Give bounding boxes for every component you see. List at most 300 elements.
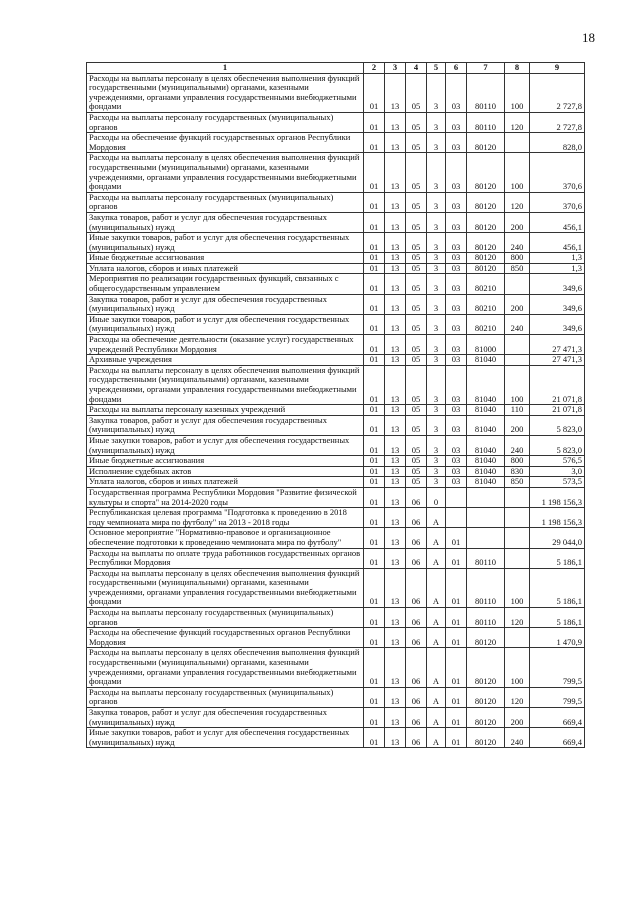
expense-name-cell: Иные бюджетные ассигнования <box>87 253 364 264</box>
section-code-cell: 01 <box>364 274 385 294</box>
event-code-cell: 01 <box>446 708 467 728</box>
event-code-cell: 03 <box>446 73 467 112</box>
event-code-cell: 03 <box>446 263 467 274</box>
program-code-cell: 05 <box>406 466 427 477</box>
expense-name-cell: Расходы на обеспечение функций государственных органов Республики Мордовия <box>87 133 364 153</box>
direction-code-cell: 81040 <box>467 405 505 416</box>
table-row <box>87 153 585 192</box>
event-code-cell: 03 <box>446 133 467 153</box>
direction-code-cell: 80210 <box>467 294 505 314</box>
table-row <box>87 355 585 366</box>
table-row <box>87 263 585 274</box>
subprogram-code-cell: 3 <box>427 192 446 212</box>
expense-name-cell: Основное мероприятие "Нормативно-правовое и организационное обеспечение подготовки к проведению чемпионата мира по футболу" <box>87 528 364 548</box>
section-code-cell: 01 <box>364 355 385 366</box>
expense-name-cell: Иные закупки товаров, работ и услуг для обеспечения государственных (муниципальных) нужд <box>87 314 364 334</box>
subprogram-code-cell: 3 <box>427 294 446 314</box>
subprogram-code-cell: 3 <box>427 405 446 416</box>
expense-type-cell: 100 <box>505 365 530 404</box>
subprogram-code-cell: А <box>427 708 446 728</box>
amount-cell: 349,6 <box>530 314 585 334</box>
expense-type-cell: 850 <box>505 263 530 274</box>
column-header: 3 <box>385 63 406 74</box>
direction-code-cell: 81040 <box>467 435 505 455</box>
amount-cell: 27 471,3 <box>530 335 585 355</box>
expense-name-cell: Закупка товаров, работ и услуг для обеспечения государственных (муниципальных) нужд <box>87 415 364 435</box>
amount-cell: 349,6 <box>530 274 585 294</box>
direction-code-cell: 80120 <box>467 263 505 274</box>
expense-name-cell: Расходы на выплаты персоналу в целях обеспечения выполнения функций государственными (муниципальными) органами, казенными учреждениями, органами управления государственными внебюджетными фондами <box>87 73 364 112</box>
subsection-code-cell: 13 <box>385 192 406 212</box>
program-code-cell: 05 <box>406 233 427 253</box>
table-row <box>87 112 585 132</box>
program-code-cell: 06 <box>406 548 427 568</box>
table-row <box>87 294 585 314</box>
section-code-cell: 01 <box>364 608 385 628</box>
subsection-code-cell: 13 <box>385 355 406 366</box>
program-code-cell: 06 <box>406 648 427 687</box>
expense-name-cell: Уплата налогов, сборов и иных платежей <box>87 263 364 274</box>
column-header: 4 <box>406 63 427 74</box>
expense-name-cell: Расходы на выплаты персоналу государственных (муниципальных) органов <box>87 112 364 132</box>
expense-type-cell <box>505 548 530 568</box>
table-row <box>87 477 585 488</box>
section-code-cell: 01 <box>364 314 385 334</box>
expense-name-cell: Уплата налогов, сборов и иных платежей <box>87 477 364 488</box>
direction-code-cell: 81040 <box>467 466 505 477</box>
event-code-cell: 01 <box>446 728 467 748</box>
expense-type-cell <box>505 508 530 528</box>
subprogram-code-cell: 3 <box>427 263 446 274</box>
expense-type-cell <box>505 487 530 507</box>
table-row <box>87 365 585 404</box>
section-code-cell: 01 <box>364 456 385 467</box>
subsection-code-cell: 13 <box>385 73 406 112</box>
direction-code-cell: 80110 <box>467 608 505 628</box>
direction-code-cell: 80120 <box>467 687 505 707</box>
expense-type-cell: 120 <box>505 192 530 212</box>
program-code-cell: 05 <box>406 133 427 153</box>
amount-cell: 1,3 <box>530 263 585 274</box>
amount-cell: 799,5 <box>530 648 585 687</box>
program-code-cell: 05 <box>406 192 427 212</box>
subprogram-code-cell: А <box>427 628 446 648</box>
subsection-code-cell: 13 <box>385 405 406 416</box>
program-code-cell: 05 <box>406 456 427 467</box>
event-code-cell: 03 <box>446 192 467 212</box>
expense-name-cell: Расходы на выплаты по оплате труда работников государственных органов Республики Мордовия <box>87 548 364 568</box>
section-code-cell: 01 <box>364 477 385 488</box>
subprogram-code-cell: А <box>427 687 446 707</box>
section-code-cell: 01 <box>364 335 385 355</box>
expense-type-cell: 850 <box>505 477 530 488</box>
expense-type-cell: 100 <box>505 648 530 687</box>
table-row <box>87 456 585 467</box>
direction-code-cell: 80110 <box>467 112 505 132</box>
expense-type-cell <box>505 133 530 153</box>
event-code-cell: 03 <box>446 355 467 366</box>
table-row <box>87 73 585 112</box>
direction-code-cell <box>467 528 505 548</box>
program-code-cell: 05 <box>406 212 427 232</box>
subsection-code-cell: 13 <box>385 314 406 334</box>
expense-name-cell: Расходы на обеспечение функций государственных органов Республики Мордовия <box>87 628 364 648</box>
subprogram-code-cell: 3 <box>427 133 446 153</box>
subsection-code-cell: 13 <box>385 477 406 488</box>
subsection-code-cell: 13 <box>385 466 406 477</box>
program-code-cell: 06 <box>406 487 427 507</box>
expense-name-cell: Республиканская целевая программа "Подготовка к проведению в 2018 году чемпионата мира по футболу" на 2013 - 2018 годы <box>87 508 364 528</box>
expense-name-cell: Архивные учреждения <box>87 355 364 366</box>
subsection-code-cell: 13 <box>385 456 406 467</box>
subprogram-code-cell: 3 <box>427 253 446 264</box>
direction-code-cell: 81040 <box>467 365 505 404</box>
amount-cell: 1 198 156,3 <box>530 508 585 528</box>
event-code-cell: 01 <box>446 548 467 568</box>
subprogram-code-cell: 3 <box>427 415 446 435</box>
direction-code-cell <box>467 508 505 528</box>
subsection-code-cell: 13 <box>385 508 406 528</box>
amount-cell: 21 071,8 <box>530 365 585 404</box>
expense-type-cell: 110 <box>505 405 530 416</box>
expense-name-cell: Расходы на выплаты персоналу в целях обеспечения выполнения функций государственными (муниципальными) органами, казенными учреждениями, органами управления государственными внебюджетными фондами <box>87 365 364 404</box>
amount-cell: 27 471,3 <box>530 355 585 366</box>
event-code-cell: 01 <box>446 608 467 628</box>
subsection-code-cell: 13 <box>385 212 406 232</box>
column-header: 2 <box>364 63 385 74</box>
event-code-cell: 03 <box>446 466 467 477</box>
event-code-cell: 01 <box>446 648 467 687</box>
column-header: 1 <box>87 63 364 74</box>
section-code-cell: 01 <box>364 233 385 253</box>
column-header: 9 <box>530 63 585 74</box>
page-number: 18 <box>582 30 595 45</box>
subprogram-code-cell: А <box>427 548 446 568</box>
table-row <box>87 212 585 232</box>
program-code-cell: 05 <box>406 355 427 366</box>
section-code-cell: 01 <box>364 405 385 416</box>
subsection-code-cell: 13 <box>385 608 406 628</box>
expense-type-cell: 100 <box>505 73 530 112</box>
section-code-cell: 01 <box>364 648 385 687</box>
amount-cell: 5 823,0 <box>530 435 585 455</box>
program-code-cell: 05 <box>406 415 427 435</box>
expense-name-cell: Иные закупки товаров, работ и услуг для обеспечения государственных (муниципальных) нужд <box>87 728 364 748</box>
subsection-code-cell: 13 <box>385 415 406 435</box>
expense-type-cell: 800 <box>505 253 530 264</box>
program-code-cell: 06 <box>406 568 427 607</box>
program-code-cell: 06 <box>406 528 427 548</box>
column-header: 8 <box>505 63 530 74</box>
section-code-cell: 01 <box>364 728 385 748</box>
amount-cell: 1 470,9 <box>530 628 585 648</box>
amount-cell: 799,5 <box>530 687 585 707</box>
event-code-cell: 03 <box>446 153 467 192</box>
event-code-cell: 03 <box>446 294 467 314</box>
event-code-cell: 03 <box>446 456 467 467</box>
table-row <box>87 133 585 153</box>
direction-code-cell: 80120 <box>467 153 505 192</box>
program-code-cell: 06 <box>406 728 427 748</box>
subsection-code-cell: 13 <box>385 528 406 548</box>
program-code-cell: 05 <box>406 435 427 455</box>
subprogram-code-cell: А <box>427 728 446 748</box>
amount-cell: 1,3 <box>530 253 585 264</box>
table-row <box>87 708 585 728</box>
subprogram-code-cell: 3 <box>427 112 446 132</box>
expense-name-cell: Государственная программа Республики Мордовия "Развитие физической культуры и спорта" на 2014-2020 годы <box>87 487 364 507</box>
expense-name-cell: Расходы на выплаты персоналу в целях обеспечения выполнения функций государственными (муниципальными) органами, казенными учреждениями, органами управления государственными внебюджетными фондами <box>87 153 364 192</box>
section-code-cell: 01 <box>364 568 385 607</box>
program-code-cell: 05 <box>406 153 427 192</box>
subprogram-code-cell: 3 <box>427 233 446 253</box>
subprogram-code-cell: А <box>427 568 446 607</box>
subsection-code-cell: 13 <box>385 233 406 253</box>
section-code-cell: 01 <box>364 263 385 274</box>
section-code-cell: 01 <box>364 466 385 477</box>
column-header: 6 <box>446 63 467 74</box>
section-code-cell: 01 <box>364 708 385 728</box>
event-code-cell: 01 <box>446 628 467 648</box>
subsection-code-cell: 13 <box>385 568 406 607</box>
program-code-cell: 05 <box>406 112 427 132</box>
event-code-cell: 03 <box>446 435 467 455</box>
event-code-cell: 03 <box>446 212 467 232</box>
expense-type-cell <box>505 355 530 366</box>
direction-code-cell: 80120 <box>467 648 505 687</box>
subprogram-code-cell: 3 <box>427 212 446 232</box>
amount-cell: 2 727,8 <box>530 73 585 112</box>
expense-type-cell: 120 <box>505 608 530 628</box>
subprogram-code-cell: А <box>427 608 446 628</box>
amount-cell: 456,1 <box>530 212 585 232</box>
subsection-code-cell: 13 <box>385 728 406 748</box>
subprogram-code-cell: 0 <box>427 487 446 507</box>
program-code-cell: 05 <box>406 335 427 355</box>
event-code-cell: 03 <box>446 365 467 404</box>
subprogram-code-cell: 3 <box>427 466 446 477</box>
section-code-cell: 01 <box>364 628 385 648</box>
program-code-cell: 05 <box>406 405 427 416</box>
direction-code-cell: 81040 <box>467 415 505 435</box>
expense-type-cell <box>505 628 530 648</box>
amount-cell: 5 186,1 <box>530 568 585 607</box>
amount-cell: 669,4 <box>530 728 585 748</box>
direction-code-cell: 80110 <box>467 73 505 112</box>
table-row <box>87 192 585 212</box>
subsection-code-cell: 13 <box>385 274 406 294</box>
section-code-cell: 01 <box>364 508 385 528</box>
section-code-cell: 01 <box>364 415 385 435</box>
expense-type-cell: 120 <box>505 687 530 707</box>
subprogram-code-cell: А <box>427 528 446 548</box>
table-row <box>87 628 585 648</box>
section-code-cell: 01 <box>364 253 385 264</box>
table-row <box>87 435 585 455</box>
expense-name-cell: Закупка товаров, работ и услуг для обеспечения государственных (муниципальных) нужд <box>87 212 364 232</box>
amount-cell: 669,4 <box>530 708 585 728</box>
subsection-code-cell: 13 <box>385 365 406 404</box>
direction-code-cell: 80120 <box>467 192 505 212</box>
expense-type-cell <box>505 528 530 548</box>
table-row <box>87 274 585 294</box>
subsection-code-cell: 13 <box>385 708 406 728</box>
subprogram-code-cell: А <box>427 508 446 528</box>
table-row <box>87 528 585 548</box>
expense-type-cell: 200 <box>505 708 530 728</box>
section-code-cell: 01 <box>364 294 385 314</box>
subprogram-code-cell: 3 <box>427 73 446 112</box>
expense-type-cell <box>505 274 530 294</box>
event-code-cell <box>446 508 467 528</box>
expense-type-cell: 830 <box>505 466 530 477</box>
table-row <box>87 687 585 707</box>
direction-code-cell <box>467 487 505 507</box>
subprogram-code-cell: 3 <box>427 274 446 294</box>
direction-code-cell: 80120 <box>467 133 505 153</box>
expense-name-cell: Расходы на выплаты персоналу государственных (муниципальных) органов <box>87 608 364 628</box>
direction-code-cell: 81000 <box>467 335 505 355</box>
subsection-code-cell: 13 <box>385 687 406 707</box>
subsection-code-cell: 13 <box>385 548 406 568</box>
subsection-code-cell: 13 <box>385 253 406 264</box>
program-code-cell: 06 <box>406 628 427 648</box>
table-row <box>87 314 585 334</box>
table-row <box>87 568 585 607</box>
event-code-cell: 03 <box>446 405 467 416</box>
subprogram-code-cell: 3 <box>427 153 446 192</box>
table-row <box>87 466 585 477</box>
program-code-cell: 05 <box>406 294 427 314</box>
direction-code-cell: 80110 <box>467 548 505 568</box>
expense-type-cell: 800 <box>505 456 530 467</box>
expense-name-cell: Расходы на обеспечение деятельности (оказание услуг) государственных учреждений Республики Мордовия <box>87 335 364 355</box>
table-row <box>87 548 585 568</box>
program-code-cell: 05 <box>406 274 427 294</box>
subprogram-code-cell: 3 <box>427 477 446 488</box>
event-code-cell <box>446 487 467 507</box>
direction-code-cell: 80120 <box>467 253 505 264</box>
expense-name-cell: Расходы на выплаты персоналу государственных (муниципальных) органов <box>87 687 364 707</box>
column-header: 5 <box>427 63 446 74</box>
direction-code-cell: 80210 <box>467 314 505 334</box>
event-code-cell: 01 <box>446 687 467 707</box>
section-code-cell: 01 <box>364 435 385 455</box>
section-code-cell: 01 <box>364 153 385 192</box>
subprogram-code-cell: 3 <box>427 355 446 366</box>
direction-code-cell: 80120 <box>467 233 505 253</box>
subsection-code-cell: 13 <box>385 628 406 648</box>
program-code-cell: 06 <box>406 708 427 728</box>
expense-name-cell: Иные закупки товаров, работ и услуг для обеспечения государственных (муниципальных) нужд <box>87 233 364 253</box>
event-code-cell: 03 <box>446 477 467 488</box>
expense-type-cell: 240 <box>505 314 530 334</box>
program-code-cell: 06 <box>406 608 427 628</box>
expense-type-cell: 240 <box>505 435 530 455</box>
expense-type-cell: 100 <box>505 568 530 607</box>
table-row <box>87 487 585 507</box>
expense-type-cell <box>505 335 530 355</box>
amount-cell: 2 727,8 <box>530 112 585 132</box>
section-code-cell: 01 <box>364 133 385 153</box>
subsection-code-cell: 13 <box>385 153 406 192</box>
expense-type-cell: 240 <box>505 728 530 748</box>
subprogram-code-cell: 3 <box>427 365 446 404</box>
direction-code-cell: 81040 <box>467 355 505 366</box>
amount-cell: 21 071,8 <box>530 405 585 416</box>
event-code-cell: 03 <box>446 274 467 294</box>
amount-cell: 349,6 <box>530 294 585 314</box>
section-code-cell: 01 <box>364 192 385 212</box>
subsection-code-cell: 13 <box>385 263 406 274</box>
expense-name-cell: Расходы на выплаты персоналу государственных (муниципальных) органов <box>87 192 364 212</box>
event-code-cell: 03 <box>446 233 467 253</box>
expense-name-cell: Закупка товаров, работ и услуг для обеспечения государственных (муниципальных) нужд <box>87 294 364 314</box>
amount-cell: 5 186,1 <box>530 548 585 568</box>
program-code-cell: 06 <box>406 687 427 707</box>
direction-code-cell: 80120 <box>467 212 505 232</box>
section-code-cell: 01 <box>364 548 385 568</box>
section-code-cell: 01 <box>364 212 385 232</box>
table-row <box>87 233 585 253</box>
program-code-cell: 05 <box>406 263 427 274</box>
table-row <box>87 405 585 416</box>
subsection-code-cell: 13 <box>385 648 406 687</box>
subsection-code-cell: 13 <box>385 487 406 507</box>
table-row <box>87 728 585 748</box>
event-code-cell: 03 <box>446 253 467 264</box>
column-header: 7 <box>467 63 505 74</box>
amount-cell: 370,6 <box>530 192 585 212</box>
expense-name-cell: Расходы на выплаты персоналу в целях обеспечения выполнения функций государственными (муниципальными) органами, казенными учреждениями, органами управления государственными внебюджетными фондами <box>87 648 364 687</box>
program-code-cell: 05 <box>406 365 427 404</box>
section-code-cell: 01 <box>364 528 385 548</box>
expense-type-cell: 240 <box>505 233 530 253</box>
event-code-cell: 03 <box>446 314 467 334</box>
event-code-cell: 01 <box>446 568 467 607</box>
expense-name-cell: Иные бюджетные ассигнования <box>87 456 364 467</box>
direction-code-cell: 80110 <box>467 568 505 607</box>
program-code-cell: 05 <box>406 253 427 264</box>
table-row <box>87 253 585 264</box>
expense-type-cell: 200 <box>505 294 530 314</box>
amount-cell: 456,1 <box>530 233 585 253</box>
direction-code-cell: 81040 <box>467 456 505 467</box>
amount-cell: 573,5 <box>530 477 585 488</box>
section-code-cell: 01 <box>364 365 385 404</box>
amount-cell: 370,6 <box>530 153 585 192</box>
direction-code-cell: 80120 <box>467 728 505 748</box>
subprogram-code-cell: 3 <box>427 335 446 355</box>
subprogram-code-cell: 3 <box>427 314 446 334</box>
subsection-code-cell: 13 <box>385 112 406 132</box>
amount-cell: 5 186,1 <box>530 608 585 628</box>
subprogram-code-cell: 3 <box>427 435 446 455</box>
table-row <box>87 335 585 355</box>
amount-cell: 576,5 <box>530 456 585 467</box>
program-code-cell: 06 <box>406 508 427 528</box>
expense-name-cell: Расходы на выплаты персоналу казенных учреждений <box>87 405 364 416</box>
program-code-cell: 05 <box>406 73 427 112</box>
direction-code-cell: 80210 <box>467 274 505 294</box>
subsection-code-cell: 13 <box>385 133 406 153</box>
budget-table <box>86 62 585 748</box>
section-code-cell: 01 <box>364 112 385 132</box>
program-code-cell: 05 <box>406 314 427 334</box>
subsection-code-cell: 13 <box>385 435 406 455</box>
expense-type-cell: 200 <box>505 212 530 232</box>
section-code-cell: 01 <box>364 487 385 507</box>
